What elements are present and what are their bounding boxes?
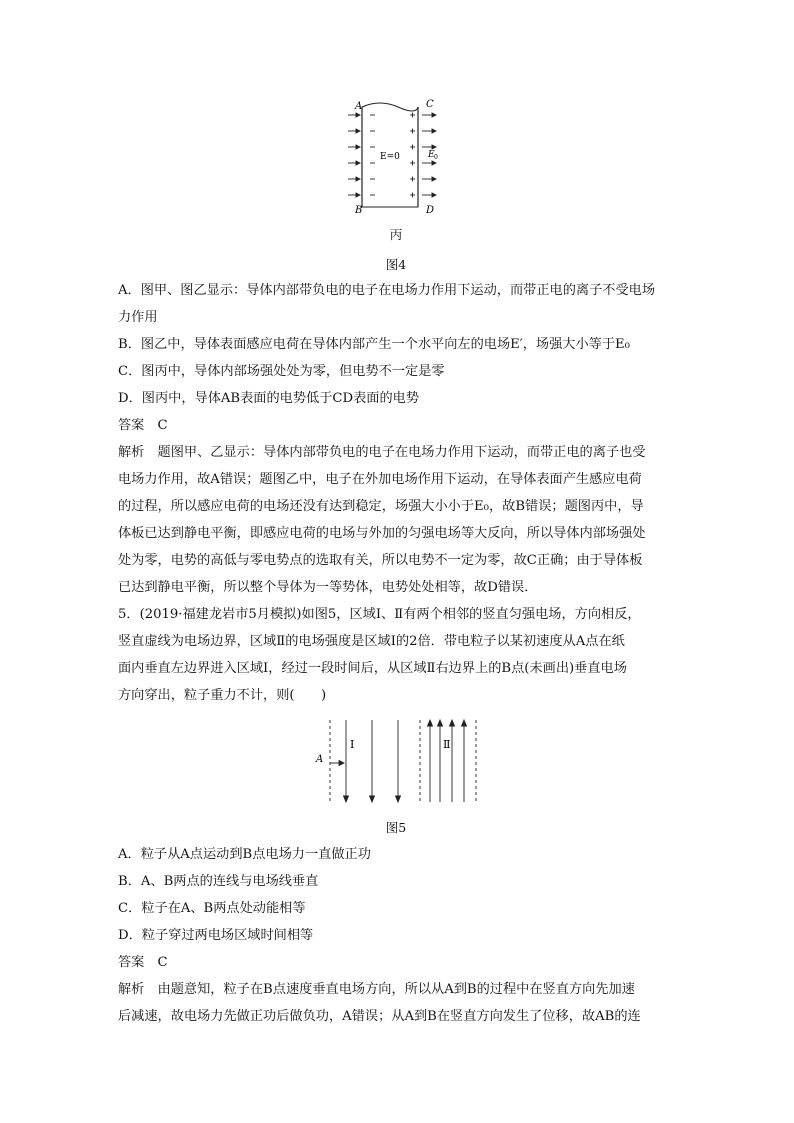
fig4-E0-subscript: 0 xyxy=(434,154,438,161)
q4-explanation-line3: 的过程，所以感应电荷的电场还没有达到稳定，场强大小小于E₀，故B错误；题图丙中，导 xyxy=(118,499,644,514)
q5-explanation-line2: 后减速，故电场力先做正功后做负功，A错误；从A到B在竖直方向发生了位移，故AB的连 xyxy=(118,1009,641,1024)
q5-option-c: C．粒子在A、B两点处动能相等 xyxy=(118,901,306,916)
q4-explanation-line6: 已达到静电平衡，所以整个导体为一等势体，电势处处相等，故D错误． xyxy=(118,580,538,595)
fig4-E0-label: E xyxy=(428,150,435,160)
figure-5-caption: 图5 xyxy=(385,820,407,835)
fig4-inside-field: E=0 xyxy=(380,152,400,162)
q5-answer: 答案 C xyxy=(118,955,168,970)
q4-option-b: B．图乙中，导体表面感应电荷在导体内部产生一个水平向左的电场E′，场强大小等于E₀ xyxy=(118,337,630,352)
q5-option-d: D．粒子穿过两电场区域时间相等 xyxy=(118,928,314,943)
q4-option-d: D．图丙中，导体AB表面的电势低于CD表面的电势 xyxy=(118,391,420,406)
q5-option-b: B．A、B两点的连线与电场线垂直 xyxy=(118,874,319,889)
q4-explanation-line1: 解析 题图甲、乙显示：导体内部带负电的电子在电场力作用下运动，而带正电的离子也受 xyxy=(118,445,646,460)
fig5-label-A: A xyxy=(316,754,324,765)
fig4-label-C: C xyxy=(426,99,434,110)
fig4-label-D: D xyxy=(426,205,435,216)
fig5-region-I-label: Ⅰ xyxy=(350,738,355,751)
figure-4-caption: 图4 xyxy=(385,257,407,272)
q4-option-c: C．图丙中，导体内部场强处处为零，但电势不一定是零 xyxy=(118,364,445,379)
figure-5-diagram xyxy=(310,718,480,804)
q4-option-a-line2: 力作用 xyxy=(118,310,158,325)
q5-stem-line4: 方向穿出，粒子重力不计，则( ) xyxy=(118,688,327,703)
fig5-region-II-label: Ⅱ xyxy=(443,738,451,751)
q5-stem-line1: 5．(2019·福建龙岩市5月模拟)如图5，区域Ⅰ、Ⅱ有两个相邻的竖直匀强电场，方向相反， xyxy=(118,607,641,622)
fig4-label-A: A xyxy=(355,101,363,112)
q4-answer: 答案 C xyxy=(118,418,168,433)
q5-option-a: A．粒子从A点运动到B点电场力一直做正功 xyxy=(118,847,371,862)
q5-stem-line3: 面内垂直左边界进入区域Ⅰ，经过一段时间后，从区域Ⅱ右边界上的B点(未画出)垂直电场 xyxy=(118,661,627,676)
q4-option-a-line1: A．图甲、图乙显示：导体内部带负电的电子在电场力作用下运动，而带正电的离子不受电场 xyxy=(118,283,656,298)
q5-explanation-line1: 解析 由题意知，粒子在B点速度垂直电场方向，所以从A到B的过程中在竖直方向先加速 xyxy=(118,982,635,997)
q5-stem-line2: 竖直虚线为电场边界，区域Ⅱ的电场强度是区域Ⅰ的2倍．带电粒子以某初速度从A点在纸 xyxy=(118,634,625,649)
q4-explanation-line4: 体板已达到静电平衡，即感应电荷的电场与外加的匀强电场等大反向，所以导体内部场强处 xyxy=(118,526,646,541)
q4-explanation-line5: 处为零，电势的高低与零电势点的选取有关，所以电势不一定为零，故C正确；由于导体板 xyxy=(118,553,643,568)
fig4-label-B: B xyxy=(355,205,363,216)
figure-4-diagram xyxy=(340,95,450,225)
q4-explanation-line2: 电场力作用，故A错误；题图乙中，电子在外加电场作用下运动，在导体表面产生感应电荷 xyxy=(118,472,642,487)
figure-4-sublabel: 丙 xyxy=(389,227,403,242)
